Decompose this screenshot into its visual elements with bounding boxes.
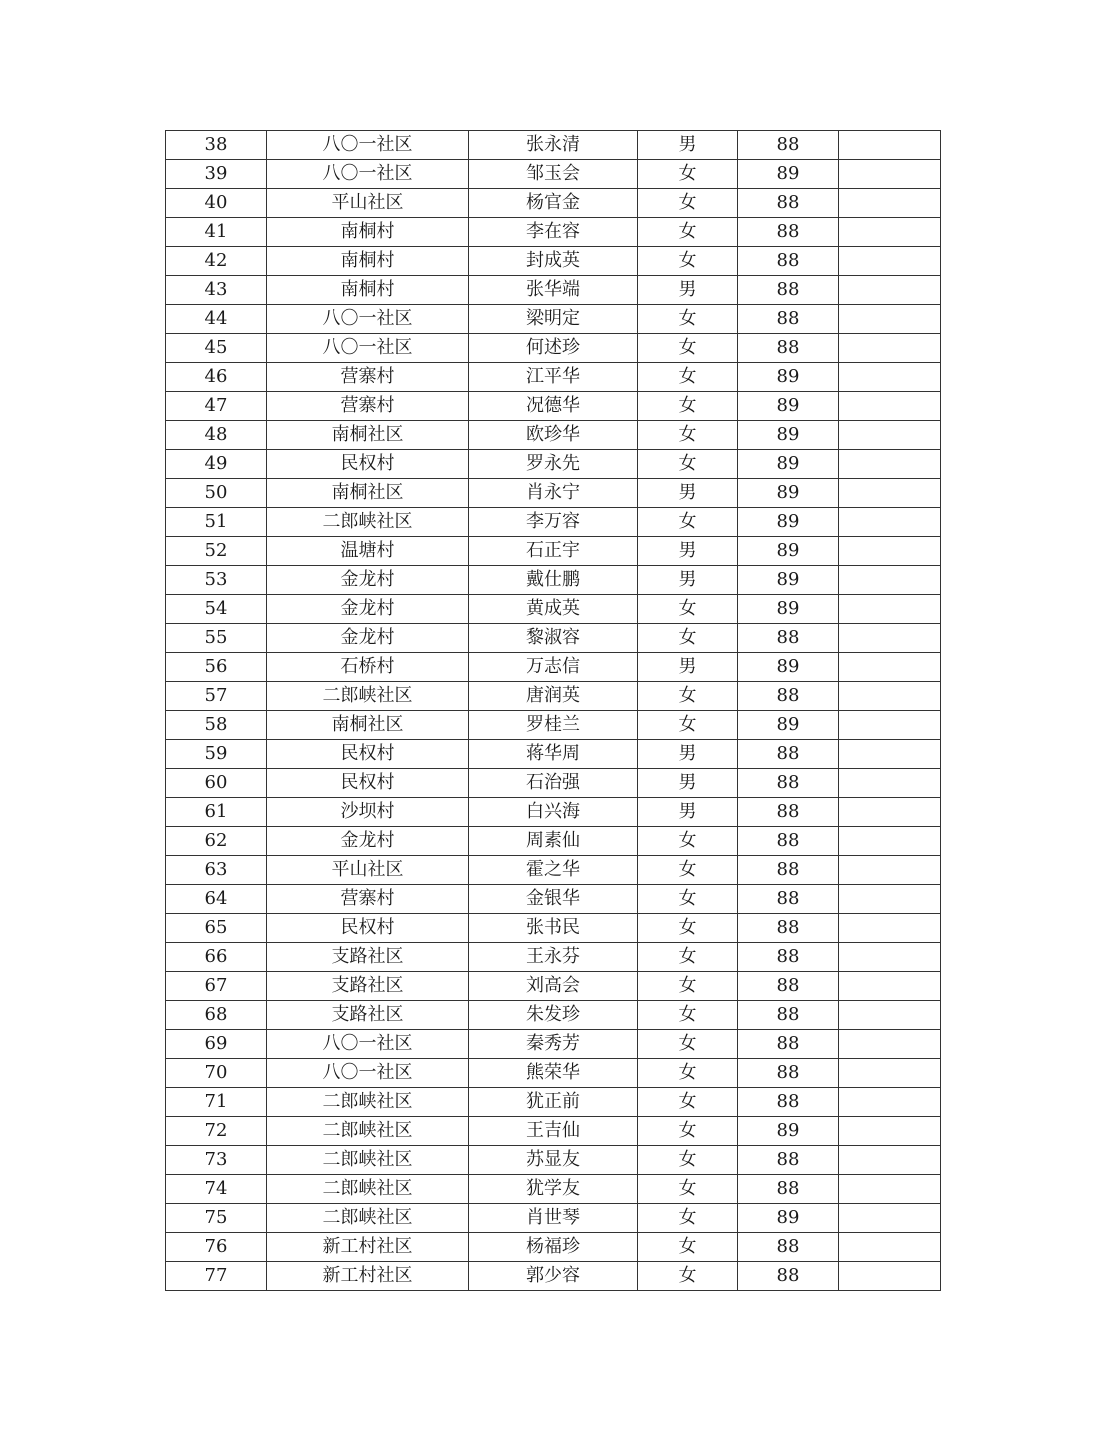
remarks-cell [839, 537, 941, 566]
age-cell: 88 [738, 827, 839, 856]
age-cell: 89 [738, 566, 839, 595]
age-cell: 89 [738, 653, 839, 682]
remarks-cell [839, 1175, 941, 1204]
row-number-cell: 53 [166, 566, 267, 595]
community-cell: 南桐社区 [267, 711, 469, 740]
gender-cell: 女 [638, 1030, 738, 1059]
row-number-cell: 45 [166, 334, 267, 363]
age-cell: 88 [738, 972, 839, 1001]
row-number-cell: 73 [166, 1146, 267, 1175]
remarks-cell [839, 856, 941, 885]
community-cell: 平山社区 [267, 189, 469, 218]
gender-cell: 女 [638, 450, 738, 479]
community-cell: 民权村 [267, 769, 469, 798]
table-row [166, 1030, 941, 1059]
person-name-cell: 蒋华周 [469, 740, 638, 769]
remarks-cell [839, 189, 941, 218]
table-row [166, 189, 941, 218]
community-cell: 石桥村 [267, 653, 469, 682]
person-name-cell: 李在容 [469, 218, 638, 247]
age-cell: 88 [738, 1059, 839, 1088]
row-number-cell: 40 [166, 189, 267, 218]
row-number-cell: 67 [166, 972, 267, 1001]
person-name-cell: 罗永先 [469, 450, 638, 479]
community-cell: 营寨村 [267, 363, 469, 392]
person-name-cell: 石治强 [469, 769, 638, 798]
gender-cell: 男 [638, 653, 738, 682]
table-row [166, 653, 941, 682]
community-cell: 民权村 [267, 450, 469, 479]
person-name-cell: 黎淑容 [469, 624, 638, 653]
row-number-cell: 39 [166, 160, 267, 189]
row-number-cell: 50 [166, 479, 267, 508]
community-cell: 新工村社区 [267, 1262, 469, 1291]
remarks-cell [839, 827, 941, 856]
remarks-cell [839, 943, 941, 972]
person-name-cell: 熊荣华 [469, 1059, 638, 1088]
person-name-cell: 梁明定 [469, 305, 638, 334]
gender-cell: 男 [638, 479, 738, 508]
community-cell: 二郎峡社区 [267, 1146, 469, 1175]
table-row [166, 914, 941, 943]
table-row [166, 1088, 941, 1117]
community-cell: 南桐村 [267, 276, 469, 305]
age-cell: 88 [738, 943, 839, 972]
remarks-cell [839, 1030, 941, 1059]
person-name-cell: 秦秀芳 [469, 1030, 638, 1059]
row-number-cell: 52 [166, 537, 267, 566]
gender-cell: 女 [638, 624, 738, 653]
person-name-cell: 罗桂兰 [469, 711, 638, 740]
table-row [166, 421, 941, 450]
remarks-cell [839, 1204, 941, 1233]
row-number-cell: 58 [166, 711, 267, 740]
remarks-cell [839, 798, 941, 827]
age-cell: 88 [738, 1262, 839, 1291]
table-row [166, 972, 941, 1001]
gender-cell: 男 [638, 769, 738, 798]
table-row [166, 1146, 941, 1175]
gender-cell: 女 [638, 363, 738, 392]
row-number-cell: 76 [166, 1233, 267, 1262]
community-cell: 南桐村 [267, 218, 469, 247]
community-cell: 金龙村 [267, 827, 469, 856]
community-cell: 新工村社区 [267, 1233, 469, 1262]
community-cell: 二郎峡社区 [267, 508, 469, 537]
gender-cell: 女 [638, 247, 738, 276]
row-number-cell: 62 [166, 827, 267, 856]
table-row [166, 798, 941, 827]
remarks-cell [839, 1146, 941, 1175]
community-cell: 八〇一社区 [267, 160, 469, 189]
row-number-cell: 41 [166, 218, 267, 247]
gender-cell: 女 [638, 1059, 738, 1088]
gender-cell: 女 [638, 1262, 738, 1291]
row-number-cell: 70 [166, 1059, 267, 1088]
table-row [166, 943, 941, 972]
community-cell: 二郎峡社区 [267, 1204, 469, 1233]
remarks-cell [839, 885, 941, 914]
person-name-cell: 霍之华 [469, 856, 638, 885]
community-cell: 金龙村 [267, 566, 469, 595]
age-cell: 88 [738, 682, 839, 711]
remarks-cell [839, 1262, 941, 1291]
age-cell: 89 [738, 450, 839, 479]
community-cell: 支路社区 [267, 972, 469, 1001]
row-number-cell: 77 [166, 1262, 267, 1291]
remarks-cell [839, 595, 941, 624]
row-number-cell: 65 [166, 914, 267, 943]
community-cell: 二郎峡社区 [267, 1088, 469, 1117]
gender-cell: 女 [638, 1117, 738, 1146]
row-number-cell: 72 [166, 1117, 267, 1146]
person-name-cell: 金银华 [469, 885, 638, 914]
table-row [166, 1233, 941, 1262]
person-name-cell: 万志信 [469, 653, 638, 682]
gender-cell: 女 [638, 972, 738, 1001]
remarks-cell [839, 1059, 941, 1088]
age-cell: 88 [738, 1001, 839, 1030]
community-cell: 八〇一社区 [267, 131, 469, 160]
gender-cell: 女 [638, 189, 738, 218]
remarks-cell [839, 160, 941, 189]
person-name-cell: 张永清 [469, 131, 638, 160]
table-row [166, 334, 941, 363]
remarks-cell [839, 740, 941, 769]
table-row [166, 1001, 941, 1030]
person-name-cell: 杨官金 [469, 189, 638, 218]
age-cell: 88 [738, 769, 839, 798]
remarks-cell [839, 276, 941, 305]
community-cell: 八〇一社区 [267, 1059, 469, 1088]
community-cell: 南桐村 [267, 247, 469, 276]
remarks-cell [839, 972, 941, 1001]
person-name-cell: 杨福珍 [469, 1233, 638, 1262]
remarks-cell [839, 305, 941, 334]
age-cell: 89 [738, 421, 839, 450]
remarks-cell [839, 131, 941, 160]
row-number-cell: 43 [166, 276, 267, 305]
table-row [166, 827, 941, 856]
age-cell: 88 [738, 276, 839, 305]
community-cell: 民权村 [267, 914, 469, 943]
person-name-cell: 刘高会 [469, 972, 638, 1001]
row-number-cell: 59 [166, 740, 267, 769]
gender-cell: 男 [638, 566, 738, 595]
table-row [166, 740, 941, 769]
table-row [166, 856, 941, 885]
row-number-cell: 42 [166, 247, 267, 276]
row-number-cell: 60 [166, 769, 267, 798]
row-number-cell: 48 [166, 421, 267, 450]
row-number-cell: 69 [166, 1030, 267, 1059]
community-cell: 二郎峡社区 [267, 682, 469, 711]
remarks-cell [839, 247, 941, 276]
age-cell: 88 [738, 131, 839, 160]
table-row [166, 479, 941, 508]
age-cell: 88 [738, 740, 839, 769]
table-row [166, 131, 941, 160]
community-cell: 营寨村 [267, 885, 469, 914]
gender-cell: 女 [638, 421, 738, 450]
remarks-cell [839, 508, 941, 537]
table-row [166, 769, 941, 798]
table-row [166, 624, 941, 653]
row-number-cell: 61 [166, 798, 267, 827]
row-number-cell: 74 [166, 1175, 267, 1204]
age-cell: 88 [738, 1175, 839, 1204]
remarks-cell [839, 334, 941, 363]
row-number-cell: 66 [166, 943, 267, 972]
table-row [166, 247, 941, 276]
table-row [166, 711, 941, 740]
row-number-cell: 46 [166, 363, 267, 392]
row-number-cell: 55 [166, 624, 267, 653]
table-row [166, 160, 941, 189]
table-row [166, 1059, 941, 1088]
row-number-cell: 75 [166, 1204, 267, 1233]
remarks-cell [839, 392, 941, 421]
remarks-cell [839, 682, 941, 711]
person-name-cell: 白兴海 [469, 798, 638, 827]
person-name-cell: 张华端 [469, 276, 638, 305]
row-number-cell: 51 [166, 508, 267, 537]
age-cell: 89 [738, 363, 839, 392]
gender-cell: 女 [638, 885, 738, 914]
remarks-cell [839, 566, 941, 595]
person-name-cell: 王永芬 [469, 943, 638, 972]
person-name-cell: 邹玉会 [469, 160, 638, 189]
gender-cell: 女 [638, 334, 738, 363]
row-number-cell: 63 [166, 856, 267, 885]
age-cell: 89 [738, 537, 839, 566]
row-number-cell: 38 [166, 131, 267, 160]
person-name-cell: 周素仙 [469, 827, 638, 856]
person-name-cell: 郭少容 [469, 1262, 638, 1291]
gender-cell: 女 [638, 1146, 738, 1175]
gender-cell: 男 [638, 798, 738, 827]
gender-cell: 男 [638, 276, 738, 305]
gender-cell: 女 [638, 943, 738, 972]
gender-cell: 女 [638, 1175, 738, 1204]
remarks-cell [839, 421, 941, 450]
age-cell: 89 [738, 508, 839, 537]
person-name-cell: 王吉仙 [469, 1117, 638, 1146]
remarks-cell [839, 1088, 941, 1117]
age-cell: 89 [738, 392, 839, 421]
row-number-cell: 47 [166, 392, 267, 421]
person-name-cell: 张书民 [469, 914, 638, 943]
person-name-cell: 苏显友 [469, 1146, 638, 1175]
table-row [166, 682, 941, 711]
age-cell: 89 [738, 160, 839, 189]
community-cell: 八〇一社区 [267, 1030, 469, 1059]
remarks-cell [839, 653, 941, 682]
community-cell: 沙坝村 [267, 798, 469, 827]
gender-cell: 女 [638, 682, 738, 711]
gender-cell: 男 [638, 537, 738, 566]
gender-cell: 男 [638, 131, 738, 160]
gender-cell: 女 [638, 392, 738, 421]
table-row [166, 218, 941, 247]
age-cell: 88 [738, 798, 839, 827]
community-cell: 支路社区 [267, 1001, 469, 1030]
age-cell: 88 [738, 885, 839, 914]
row-number-cell: 71 [166, 1088, 267, 1117]
age-cell: 88 [738, 189, 839, 218]
remarks-cell [839, 218, 941, 247]
community-cell: 金龙村 [267, 624, 469, 653]
age-cell: 88 [738, 624, 839, 653]
row-number-cell: 57 [166, 682, 267, 711]
person-name-cell: 朱发珍 [469, 1001, 638, 1030]
gender-cell: 女 [638, 1088, 738, 1117]
person-name-cell: 况德华 [469, 392, 638, 421]
table-row [166, 508, 941, 537]
remarks-cell [839, 450, 941, 479]
table-row [166, 392, 941, 421]
person-name-cell: 封成英 [469, 247, 638, 276]
table-row [166, 450, 941, 479]
gender-cell: 女 [638, 160, 738, 189]
remarks-cell [839, 1117, 941, 1146]
row-number-cell: 68 [166, 1001, 267, 1030]
gender-cell: 女 [638, 1001, 738, 1030]
elderly-roster-table [165, 130, 941, 1291]
person-name-cell: 黄成英 [469, 595, 638, 624]
table-row [166, 595, 941, 624]
age-cell: 88 [738, 247, 839, 276]
age-cell: 89 [738, 711, 839, 740]
age-cell: 88 [738, 218, 839, 247]
community-cell: 支路社区 [267, 943, 469, 972]
roster-table-body [166, 131, 941, 1291]
row-number-cell: 56 [166, 653, 267, 682]
remarks-cell [839, 1233, 941, 1262]
table-row [166, 363, 941, 392]
gender-cell: 女 [638, 1204, 738, 1233]
remarks-cell [839, 914, 941, 943]
community-cell: 南桐社区 [267, 479, 469, 508]
table-row [166, 885, 941, 914]
person-name-cell: 犹学友 [469, 1175, 638, 1204]
gender-cell: 女 [638, 218, 738, 247]
community-cell: 金龙村 [267, 595, 469, 624]
row-number-cell: 49 [166, 450, 267, 479]
age-cell: 89 [738, 1204, 839, 1233]
gender-cell: 男 [638, 740, 738, 769]
row-number-cell: 44 [166, 305, 267, 334]
table-row [166, 1175, 941, 1204]
table-row [166, 537, 941, 566]
gender-cell: 女 [638, 856, 738, 885]
community-cell: 营寨村 [267, 392, 469, 421]
age-cell: 89 [738, 595, 839, 624]
table-row [166, 276, 941, 305]
age-cell: 88 [738, 1030, 839, 1059]
gender-cell: 女 [638, 711, 738, 740]
remarks-cell [839, 624, 941, 653]
age-cell: 88 [738, 856, 839, 885]
person-name-cell: 何述珍 [469, 334, 638, 363]
person-name-cell: 戴仕鹏 [469, 566, 638, 595]
gender-cell: 女 [638, 1233, 738, 1262]
table-row [166, 305, 941, 334]
age-cell: 88 [738, 914, 839, 943]
age-cell: 88 [738, 1088, 839, 1117]
age-cell: 88 [738, 305, 839, 334]
person-name-cell: 犹正前 [469, 1088, 638, 1117]
person-name-cell: 石正宇 [469, 537, 638, 566]
age-cell: 88 [738, 1146, 839, 1175]
age-cell: 89 [738, 479, 839, 508]
community-cell: 八〇一社区 [267, 305, 469, 334]
table-row [166, 1117, 941, 1146]
row-number-cell: 64 [166, 885, 267, 914]
remarks-cell [839, 479, 941, 508]
age-cell: 88 [738, 1233, 839, 1262]
community-cell: 平山社区 [267, 856, 469, 885]
community-cell: 二郎峡社区 [267, 1175, 469, 1204]
person-name-cell: 李万容 [469, 508, 638, 537]
person-name-cell: 江平华 [469, 363, 638, 392]
gender-cell: 女 [638, 305, 738, 334]
person-name-cell: 欧珍华 [469, 421, 638, 450]
gender-cell: 女 [638, 595, 738, 624]
gender-cell: 女 [638, 827, 738, 856]
community-cell: 民权村 [267, 740, 469, 769]
person-name-cell: 唐润英 [469, 682, 638, 711]
table-row [166, 1204, 941, 1233]
community-cell: 温塘村 [267, 537, 469, 566]
remarks-cell [839, 711, 941, 740]
gender-cell: 女 [638, 914, 738, 943]
age-cell: 88 [738, 334, 839, 363]
gender-cell: 女 [638, 508, 738, 537]
person-name-cell: 肖永宁 [469, 479, 638, 508]
community-cell: 南桐社区 [267, 421, 469, 450]
age-cell: 89 [738, 1117, 839, 1146]
remarks-cell [839, 363, 941, 392]
table-row [166, 566, 941, 595]
person-name-cell: 肖世琴 [469, 1204, 638, 1233]
community-cell: 二郎峡社区 [267, 1117, 469, 1146]
remarks-cell [839, 1001, 941, 1030]
remarks-cell [839, 769, 941, 798]
community-cell: 八〇一社区 [267, 334, 469, 363]
row-number-cell: 54 [166, 595, 267, 624]
table-row [166, 1262, 941, 1291]
